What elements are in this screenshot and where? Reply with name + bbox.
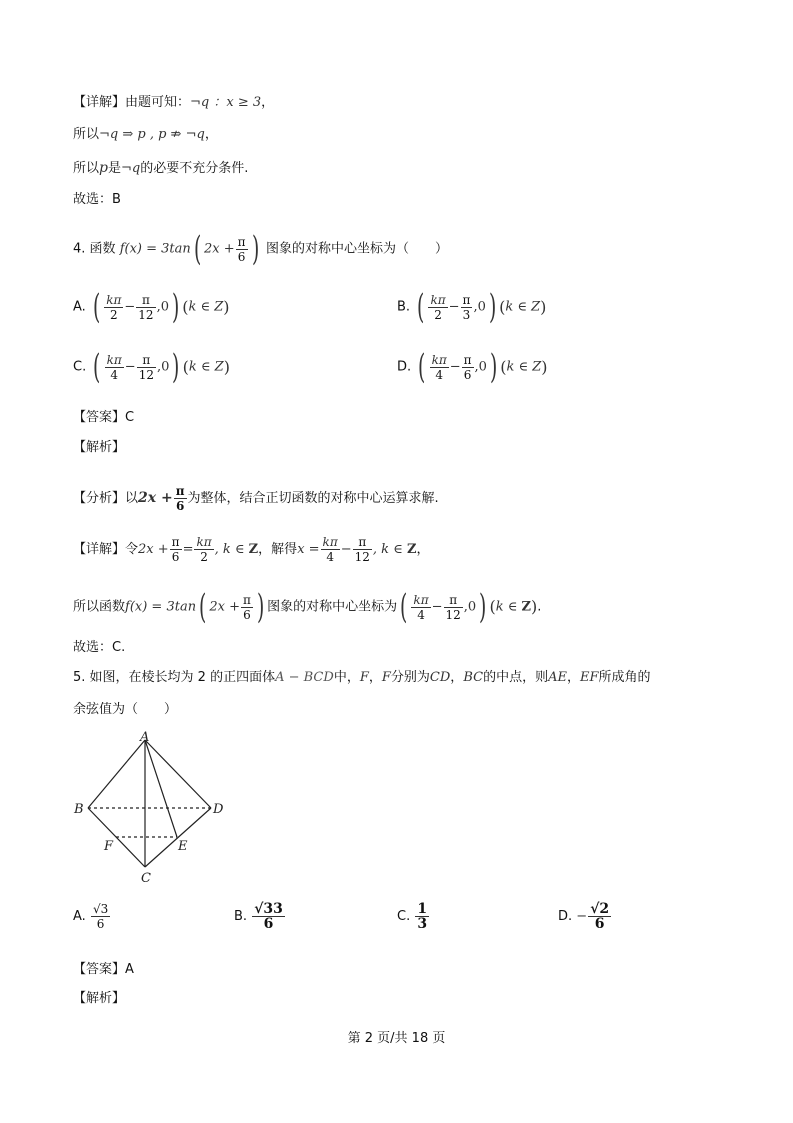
frac-num: √2 — [590, 901, 610, 917]
frac-num: π — [137, 353, 156, 368]
frac-num: π — [463, 352, 472, 367]
q5-stem-line1 — [73, 668, 651, 688]
q4-option-d[interactable]: D. ( $\frac{k\pi}{4}$ − $\frac{\pi}{6}$ ,0) (k ∈ Z) — [397, 347, 548, 387]
fenxi-label: 【分析】 — [73, 491, 126, 506]
q4-analysis — [73, 438, 125, 458]
tail: ,0 — [156, 299, 169, 315]
q5-option-d[interactable] — [558, 902, 612, 931]
stem-text: 中， — [333, 670, 360, 685]
math-function: f(x) = 3tan — [119, 241, 191, 257]
question-number: 5. — [73, 670, 86, 685]
text: 以 — [125, 491, 139, 506]
kz: k ∈ Z — [188, 299, 224, 315]
option-label: C. — [73, 359, 87, 375]
q5-option-c[interactable] — [397, 902, 430, 931]
option-label: A. — [73, 299, 86, 315]
option-label: D. — [558, 909, 573, 924]
frac-num: kπ — [106, 352, 122, 367]
frac-num: √33 — [254, 901, 283, 917]
frac-num: π — [462, 292, 471, 307]
math-f: F — [381, 670, 391, 685]
frac-den: 4 — [435, 367, 443, 382]
punct: ， — [368, 670, 382, 685]
answer-value: A — [125, 962, 134, 977]
choice-text: 故选：C. — [73, 640, 126, 655]
label-b: B — [74, 802, 84, 817]
frac-den: 6 — [96, 917, 105, 931]
frac-den: 6 — [463, 367, 472, 382]
stem-text: 图象的对称中心坐标为（ ） — [265, 241, 448, 257]
frac-num: π — [136, 293, 155, 308]
q5-option-b[interactable] — [234, 902, 286, 931]
punct: ， — [416, 542, 430, 557]
math-cd: CD — [429, 670, 451, 685]
option-label: D. — [397, 359, 412, 375]
q4-choose — [73, 638, 125, 658]
label-d: D — [213, 802, 223, 817]
option-label: B. — [234, 909, 248, 924]
label-e: E — [178, 839, 188, 854]
kz: k ∈ Z — [505, 299, 541, 315]
math-p: p — [99, 160, 108, 176]
label-a: A — [140, 730, 150, 745]
text: 令 — [125, 542, 139, 557]
stem-text: 余弦值为（ ） — [73, 702, 178, 717]
math-ae: AE — [548, 670, 567, 685]
math-ef: EF — [579, 670, 599, 685]
frac-num: √3 — [92, 902, 109, 916]
detail-label: 【详解】 — [73, 95, 126, 110]
kz: k ∈ Z — [188, 359, 224, 375]
xiangjie-label: 【详解】 — [73, 542, 126, 557]
q4-option-c[interactable]: C. ( $\frac{k\pi}{4}$ − $\frac{\pi}{12}$ ,0) (k ∈ Z) — [73, 347, 230, 387]
frac-den: 4 — [110, 367, 119, 382]
punct: ， — [450, 670, 464, 685]
q4-xiangjie: 【详解】令2x + $\frac{\pi}{6}$ = $\frac{k\pi}{2}$ , k ∈ Z，解得x = $\frac{k\pi}{4}$ − $\frac{\pi}{12}$ , k ∈ Z， — [73, 535, 430, 564]
stem-text: 分别为 — [390, 670, 430, 685]
punct: ， — [566, 670, 580, 685]
tetrahedron-figure — [73, 730, 223, 885]
detail-text: 是 — [107, 161, 121, 176]
option-label: B. — [397, 299, 411, 315]
answer-label: 【答案】 — [73, 962, 126, 977]
q5-option-a[interactable] — [73, 902, 111, 931]
label-c: C — [141, 871, 151, 885]
text: 为整体，结合正切函数的对称中心运算求解. — [187, 491, 439, 506]
tail: ,0 — [473, 299, 486, 315]
q4-answer — [73, 408, 134, 428]
q4-option-b[interactable]: B. ( $\frac{k\pi}{2}$ − $\frac{\pi}{3}$ ,0) (k ∈ Z) — [397, 287, 547, 327]
frac-den: 12 — [138, 307, 154, 322]
stem-text: 的中点，则 — [483, 670, 549, 685]
q4-fenxi: 【分析】以2x + $\frac{\pi}{6}$ 为整体，结合正切函数的对称中心运算求解. — [73, 484, 439, 513]
q5-stem-line2 — [73, 700, 177, 720]
choice-text: 故选：B — [73, 192, 121, 207]
label-f: F — [104, 839, 114, 854]
detail-line-4 — [73, 190, 121, 210]
tail: ,0 — [156, 359, 170, 375]
analysis-label: 【解析】 — [73, 991, 126, 1006]
option-label: A. — [73, 909, 86, 924]
detail-line-1 — [73, 93, 274, 113]
q4-conclusion: 所以函数f(x) = 3tan( 2x + $\frac{\pi}{6}$ ) 图象的对称中心坐标为( $\frac{k\pi}{4}$ − $\frac{\pi}{12}$ ,0) (k ∈ Z). — [73, 587, 542, 627]
frac-num: 1 — [417, 901, 428, 917]
text: 图象的对称中心坐标为 — [267, 599, 398, 615]
frac-den: 2 — [109, 307, 118, 322]
math-implication: ¬q ⇒ p , p ⇏ ¬q — [99, 127, 205, 142]
detail-text: 所以 — [73, 161, 100, 176]
frac-den: 3 — [462, 307, 471, 322]
math-tetra: A − BCD — [275, 670, 334, 685]
detail-text: 由题可知： — [125, 95, 191, 110]
page-footer: 第 2 页/共 18 页 — [347, 1031, 446, 1046]
punct: ， — [261, 95, 275, 110]
stem-text: 所成角的 — [598, 670, 651, 685]
frac-den: 6 — [594, 916, 605, 932]
math-not-q: ¬q ：x ≥ 3 — [190, 95, 262, 110]
segment-ae — [145, 740, 177, 837]
text: ，解得 — [258, 542, 298, 557]
q5-analysis — [73, 989, 125, 1009]
frac-num: kπ — [430, 292, 446, 307]
punct: . — [537, 599, 542, 615]
answer-value: C — [125, 410, 135, 425]
q4-option-a[interactable]: A. ( $\frac{k\pi}{2}$ − $\frac{\pi}{12}$ ,0) (k ∈ Z) — [73, 287, 230, 327]
edge-ab — [88, 740, 145, 808]
frac-den: 3 — [417, 916, 428, 932]
option-label: C. — [397, 909, 411, 924]
sign: − — [576, 909, 588, 924]
frac-num: kπ — [431, 352, 447, 367]
tail: ,0 — [474, 359, 487, 375]
q4-stem: 4. 函数 f(x) = 3tan( 2x + $\frac{\pi}{6}$ ) 图象的对称中心坐标为（ ） — [73, 229, 448, 269]
question-number: 4. — [73, 241, 86, 257]
frac-den: 6 — [263, 916, 274, 932]
q5-answer — [73, 960, 134, 980]
math-f: F — [359, 670, 369, 685]
stem-text: 函数 — [89, 241, 116, 257]
text: 所以函数 — [73, 599, 126, 615]
math-not-q: ¬q — [121, 161, 141, 176]
math-expr: 2x + — [138, 490, 173, 506]
punct: ， — [204, 127, 218, 142]
detail-line-2 — [73, 125, 218, 145]
detail-line-3 — [73, 158, 248, 179]
detail-text: 所以 — [73, 127, 100, 142]
analysis-label: 【解析】 — [73, 440, 126, 455]
kz: k ∈ Z — [506, 359, 542, 375]
math-bc: BC — [463, 670, 484, 685]
frac-den: 2 — [434, 307, 442, 322]
frac-num: kπ — [106, 292, 122, 307]
edge-ad — [145, 740, 211, 808]
detail-text: 的必要不充分条件. — [140, 161, 249, 176]
stem-text: 如图，在棱长均为 2 的正四面体 — [89, 670, 276, 685]
answer-label: 【答案】 — [73, 410, 126, 425]
frac-den: 12 — [138, 367, 154, 382]
